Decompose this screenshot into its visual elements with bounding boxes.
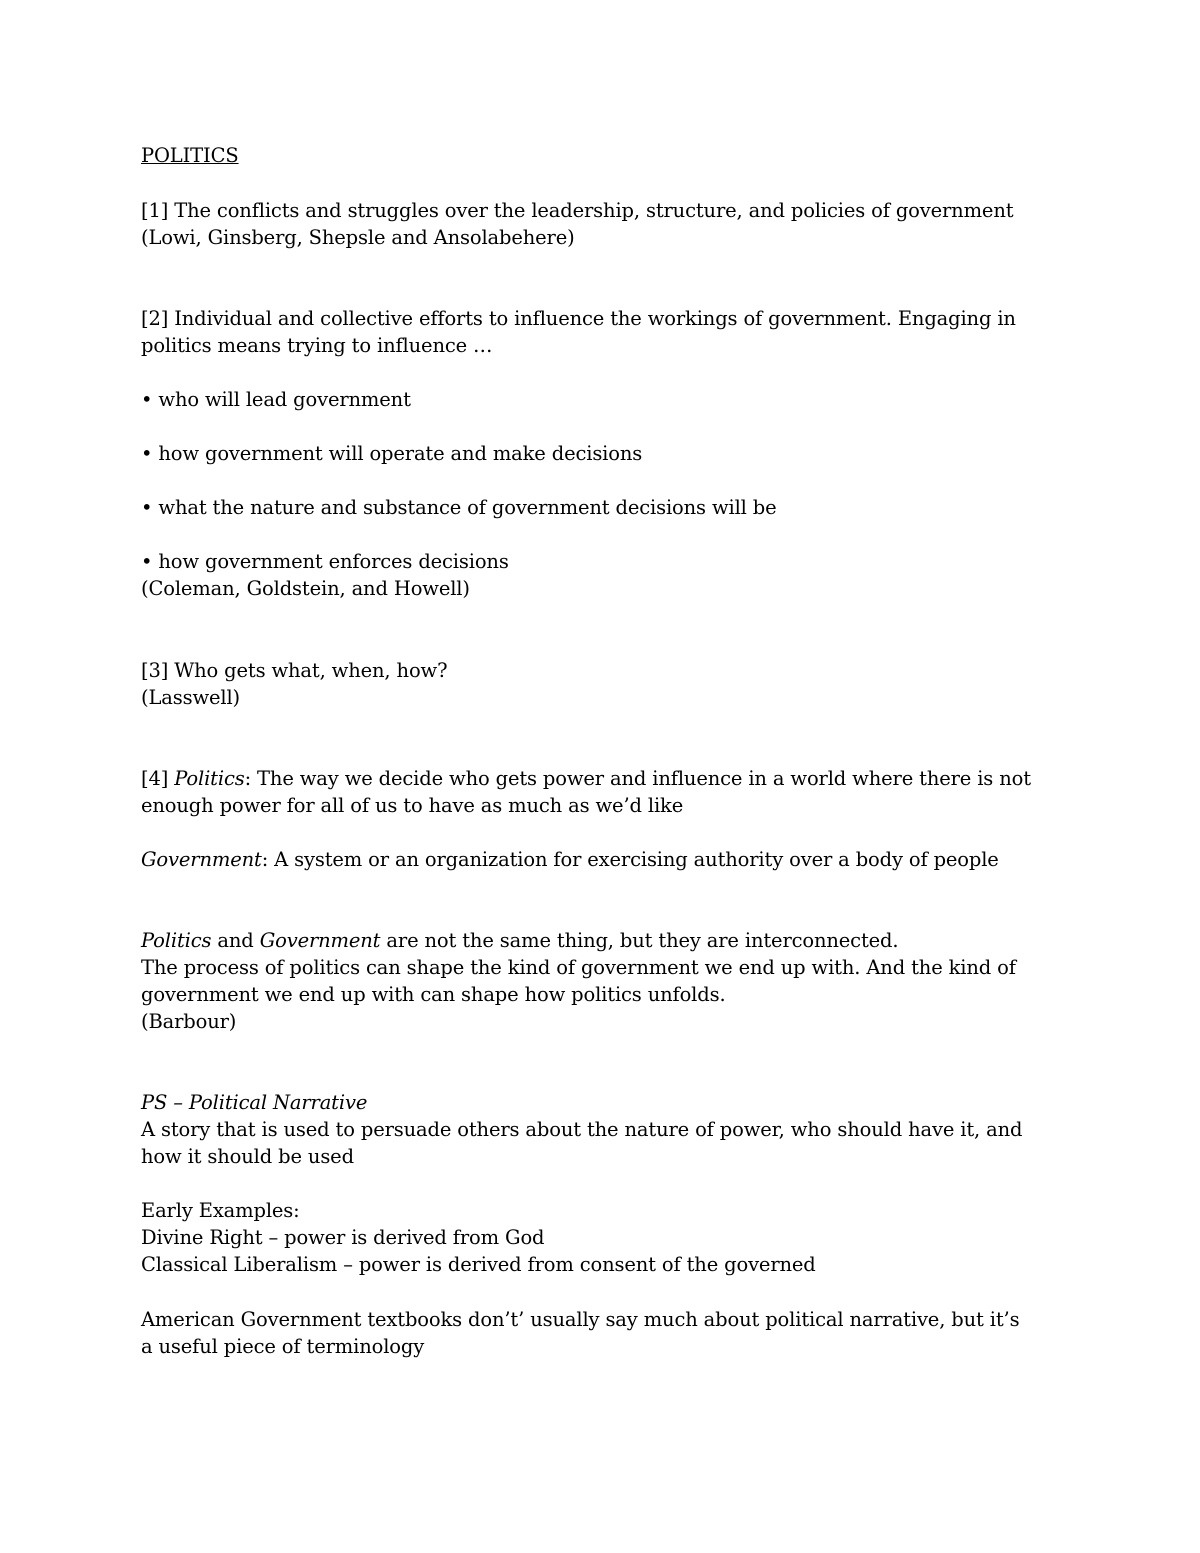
definition-4-citation: (Barbour) — [141, 1010, 237, 1033]
politics-term-2: Politics — [141, 929, 212, 952]
example-classical-liberalism: Classical Liberalism – power is derived from consent of the governed — [141, 1253, 816, 1276]
examples-label: Early Examples: — [141, 1199, 300, 1222]
interconnection-rest: are not the same thing, but they are interconnected. — [380, 929, 899, 952]
government-definition — [141, 846, 999, 873]
narrative-definition-line2: how it should be used — [141, 1145, 354, 1168]
interconnection-statement — [141, 927, 898, 954]
government-definition-text: : A system or an organization for exercising authority over a body of people — [261, 848, 999, 871]
closing-note-line2: a useful piece of terminology — [141, 1335, 425, 1358]
connector-and: and — [211, 929, 260, 952]
government-term-2: Government — [259, 929, 381, 952]
definition-4-rest: : The way we decide who gets power and influence in a world where there is not — [244, 767, 1031, 790]
definition-3-citation: (Lasswell) — [141, 686, 241, 709]
bullet-item-2: • how government will operate and make decisions — [141, 442, 643, 465]
closing-note-line1: American Government textbooks don’t’ usually say much about political narrative, but it’s — [141, 1308, 1020, 1331]
definition-4-text-line2: enough power for all of us to have as much as we’d like — [141, 794, 684, 817]
definition-1-citation: (Lowi, Ginsberg, Shepsle and Ansolabehere) — [141, 226, 575, 249]
definition-4-text-line1 — [141, 765, 1031, 792]
narrative-heading — [141, 1089, 367, 1116]
definition-1-text: [1] The conflicts and struggles over the leadership, structure, and policies of government — [141, 199, 1014, 222]
definition-2-citation: (Coleman, Goldstein, and Howell) — [141, 577, 470, 600]
bullet-item-4: • how government enforces decisions — [141, 550, 509, 573]
bullet-item-3: • what the nature and substance of government decisions will be — [141, 496, 777, 519]
example-divine-right: Divine Right – power is derived from God — [141, 1226, 545, 1249]
bullet-item-1: • who will lead government — [141, 388, 411, 411]
page-title: POLITICS — [141, 144, 239, 167]
government-term: Government — [141, 848, 262, 871]
definition-2-text-line1: [2] Individual and collective efforts to influence the workings of government. Engaging in — [141, 307, 1016, 330]
narrative-definition-line1: A story that is used to persuade others about the nature of power, who should have it, and — [141, 1118, 1023, 1141]
process-text-line2: government we end up with can shape how politics unfolds. — [141, 983, 726, 1006]
definition-4-prefix: [4] — [141, 767, 175, 790]
definition-3-text: [3] Who gets what, when, how? — [141, 659, 448, 682]
narrative-heading-text: PS – Political Narrative — [141, 1091, 368, 1114]
definition-2-text-line2: politics means trying to influence … — [141, 334, 493, 357]
politics-term: Politics — [174, 767, 245, 790]
process-text-line1: The process of politics can shape the kind of government we end up with. And the kind of — [141, 956, 1016, 979]
